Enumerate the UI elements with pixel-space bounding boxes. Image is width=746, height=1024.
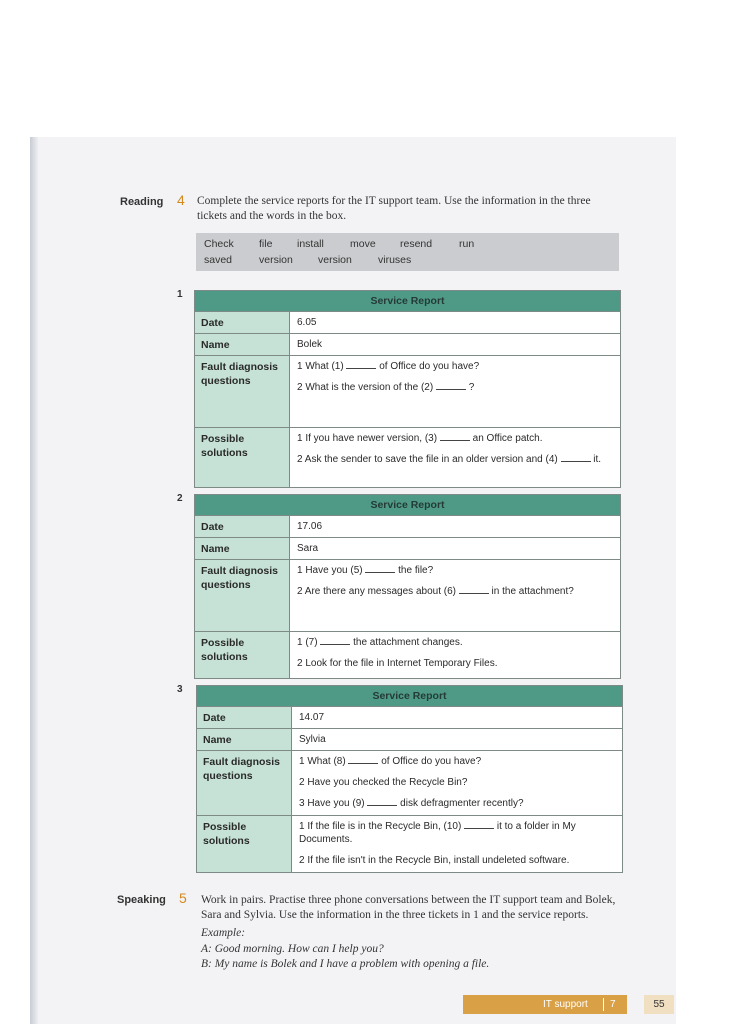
word-box-item: version (259, 254, 293, 266)
row-label: Fault diagnosis questions (197, 751, 292, 815)
possible-solutions (292, 816, 622, 872)
name-value: Bolek (297, 339, 323, 350)
report-number: 3 (177, 684, 183, 695)
example-line-a: A: Good morning. How can I help you? (201, 942, 384, 955)
word-box-item: Check (204, 238, 234, 250)
reading-instruction: Complete the service reports for the IT support team. Use the information in the three tickets and the words in the box. (197, 195, 591, 222)
date-value: 6.05 (297, 317, 317, 328)
row-label: Possible solutions (195, 428, 290, 487)
fault-questions (290, 356, 620, 427)
report-row-name (195, 538, 620, 560)
answer-blank[interactable] (367, 797, 397, 806)
answer-blank[interactable] (348, 755, 378, 764)
question-line: 2 Have you checked the Recycle Bin? (299, 777, 468, 788)
question-line: 1 What (8) of Office do you have? (299, 756, 482, 767)
report-row-date (197, 707, 622, 729)
word-box-item: resend (400, 238, 433, 250)
service-report-2 (194, 494, 621, 679)
page-number: 55 (644, 995, 674, 1014)
speaking-instruction: Work in pairs. Practise three phone conversations between the IT support team and Bolek, Sara and Sylvia. Use the information in the three tickets in 1 and the service reports. (201, 894, 616, 921)
report-row-fault (197, 751, 622, 816)
word-box-item: saved (204, 254, 233, 266)
report-row-date (195, 312, 620, 334)
exercise-number-4: 4 (177, 192, 185, 208)
answer-blank[interactable] (561, 453, 591, 462)
report-row-fault (195, 560, 620, 632)
report-row-solutions (195, 428, 620, 487)
solution-line: 1 If the file is in the Recycle Bin, (10) it to a folder in My Documents. (299, 821, 576, 845)
row-label: Name (195, 334, 290, 355)
word-box-item: version (318, 254, 352, 266)
report-row-name (195, 334, 620, 356)
date-value: 17.06 (297, 521, 323, 532)
row-label: Fault diagnosis questions (195, 560, 290, 631)
page-binding-edge (30, 137, 38, 1024)
report-row-name (197, 729, 622, 751)
service-report-3 (196, 685, 623, 873)
question-line: 3 Have you (9) disk defragmenter recently? (299, 798, 524, 809)
word-box-item: file (259, 238, 273, 250)
name-value: Sara (297, 543, 319, 554)
row-label: Fault diagnosis questions (195, 356, 290, 427)
answer-blank[interactable] (459, 585, 489, 594)
answer-blank[interactable] (365, 564, 395, 573)
solution-line: 2 If the file isn't in the Recycle Bin, install undeleted software. (299, 855, 570, 866)
report-title: Service Report (197, 686, 622, 707)
word-box-item: move (350, 238, 376, 250)
report-row-solutions (195, 632, 620, 678)
service-report-1 (194, 290, 621, 488)
answer-blank[interactable] (436, 381, 466, 390)
report-row-solutions (197, 816, 622, 872)
word-box-row-2 (204, 254, 611, 270)
word-box-row-1 (204, 238, 611, 254)
report-row-fault (195, 356, 620, 428)
possible-solutions (290, 428, 620, 487)
word-box (196, 233, 619, 271)
fault-questions (292, 751, 622, 815)
row-label: Possible solutions (197, 816, 292, 872)
answer-blank[interactable] (464, 820, 494, 829)
example-line-b: B: My name is Bolek and I have a problem with opening a file. (201, 958, 490, 970)
report-title: Service Report (195, 291, 620, 312)
solution-line: 1 If you have newer version, (3) an Office patch. (297, 433, 543, 444)
possible-solutions (290, 632, 620, 678)
word-box-item: install (297, 238, 324, 250)
date-value: 14.07 (299, 712, 325, 723)
question-line: 2 Are there any messages about (6) in the attachment? (297, 586, 574, 597)
row-label: Possible solutions (195, 632, 290, 678)
report-title: Service Report (195, 495, 620, 516)
answer-blank[interactable] (440, 432, 470, 441)
footer-bar (463, 995, 627, 1014)
solution-line: 2 Look for the file in Internet Temporary Files. (297, 658, 498, 669)
row-label: Date (195, 516, 290, 537)
solution-line: 2 Ask the sender to save the file in an older version and (4) it. (297, 454, 602, 465)
footer-divider (603, 998, 604, 1011)
row-label: Date (197, 707, 292, 728)
speaking-label: Speaking (117, 894, 166, 906)
report-number: 1 (177, 289, 183, 300)
report-row-date (195, 516, 620, 538)
word-box-item: viruses (378, 254, 412, 266)
solution-line: 1 (7) the attachment changes. (297, 637, 463, 648)
exercise-number-5: 5 (179, 890, 187, 906)
unit-number: 7 (610, 999, 616, 1010)
fault-questions (290, 560, 620, 631)
question-line: 2 What is the version of the (2) ? (297, 382, 475, 393)
row-label: Date (195, 312, 290, 333)
question-line: 1 What (1) of Office do you have? (297, 361, 480, 372)
example-label: Example: (201, 927, 246, 939)
name-value: Sylvia (299, 734, 326, 745)
reading-label: Reading (120, 196, 164, 208)
report-number: 2 (177, 493, 183, 504)
question-line: 1 Have you (5) the file? (297, 565, 434, 576)
row-label: Name (197, 729, 292, 750)
footer-title: IT support (543, 999, 588, 1010)
word-box-item: run (459, 238, 475, 250)
speaking-block (201, 893, 631, 972)
answer-blank[interactable] (346, 360, 376, 369)
row-label: Name (195, 538, 290, 559)
answer-blank[interactable] (320, 636, 350, 645)
